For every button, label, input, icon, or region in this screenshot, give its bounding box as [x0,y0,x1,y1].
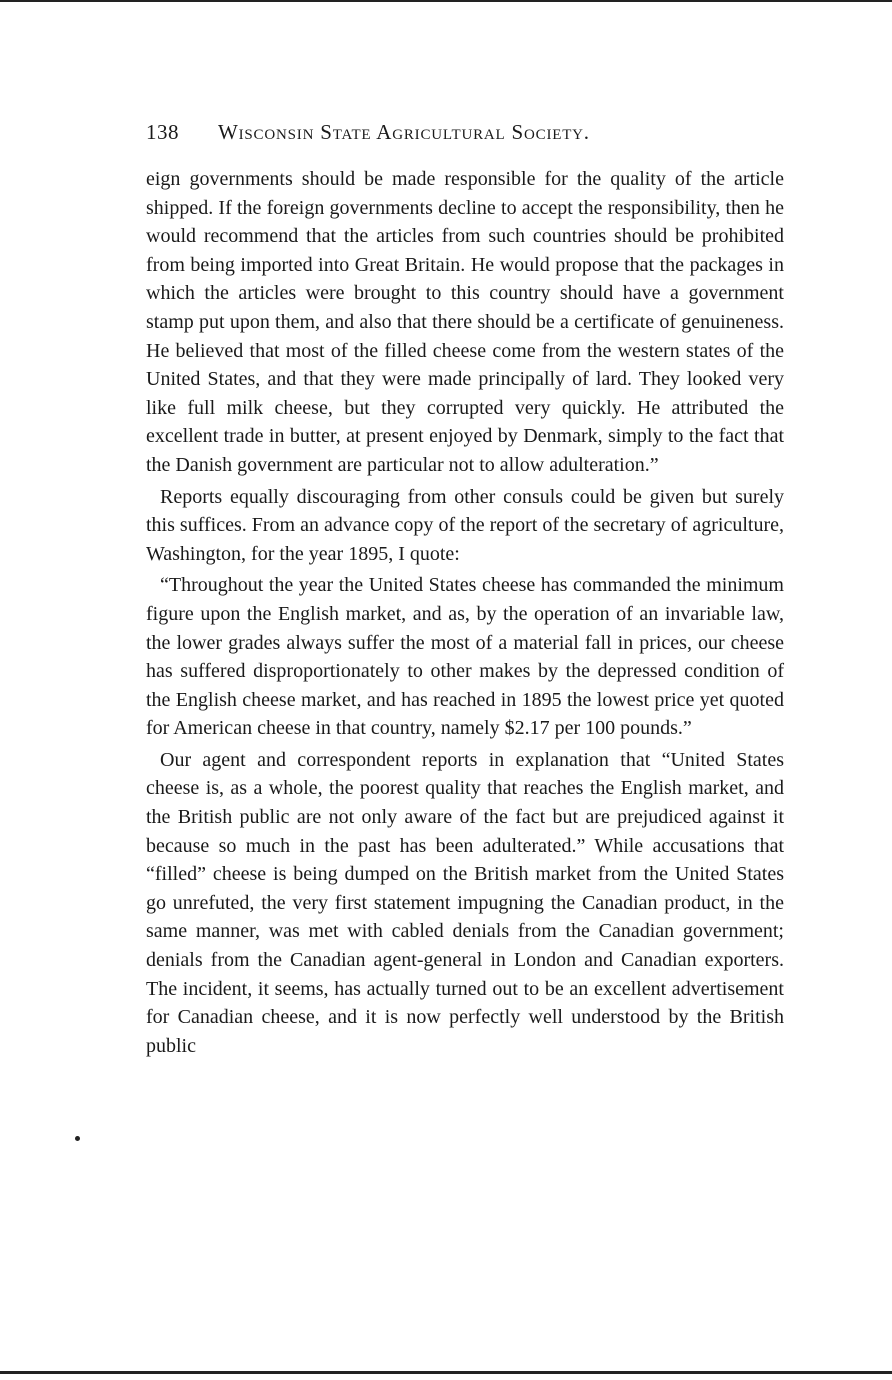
page-number: 138 [146,120,179,144]
book-page [146,120,784,1060]
paragraph-quote: “Throughout the year the United States cheese has commanded the minimum figure upon the English market, and as, by the operation of an invariable law, the lower grades always suffer the most of a material fall in prices, our cheese has suffered disproportionately to other makes by the depressed condition of the English cheese market, and has reached in 1895 the lowest price yet quoted for American cheese in that country, namely $2.17 per 100 pounds.” [146,574,784,740]
running-head [146,120,784,145]
top-page-edge [0,0,892,2]
paragraph-agent: Our agent and correspondent reports in explanation that “United States cheese is, as a whole, the poorest quality that reaches the English market, and the British public are not only aware of the fact but are prejudiced against it because so much in the past has been adulterated.” While accusations that “filled” cheese is being dumped on the British market from the United States go unrefuted, the very first statement impugning the Canadian product, in the same manner, was met with cabled denials from the Canadian government; denials from the Canadian agent-general in London and Canadian exporters. The incident, it seems, has actually turned out to be an excellent advertisement for Canadian cheese, and it is now perfectly well understood by the British public [146,748,784,1057]
ink-speck [75,1136,80,1141]
bottom-page-edge [0,1371,892,1374]
paragraph-reports: Reports equally discouraging from other consuls could be given but surely this suffices. From an advance copy of the report of the secretary of agriculture, Washington, for the year 1895, I quote: [146,485,784,565]
running-title: Wisconsin State Agricultural Society. [218,120,590,144]
body-text [146,165,784,1060]
paragraph-continuation: eign governments should be made responsible for the quality of the article shipped. If the foreign governments decline to accept the responsibility, then he would recommend that the articles from such countries should be prohibited from being imported into Great Britain. He would propose that the packages in which the articles were brought to this country should have a government stamp put upon them, and also that there should be a certificate of genuineness. He believed that most of the filled cheese come from the western states of the United States, and that they were made principally of lard. They looked very like full milk cheese, but they corrupted very quickly. He attributed the excellent trade in butter, at present enjoyed by Denmark, simply to the fact that the Danish government are particular not to allow adulteration.” [146,168,784,476]
